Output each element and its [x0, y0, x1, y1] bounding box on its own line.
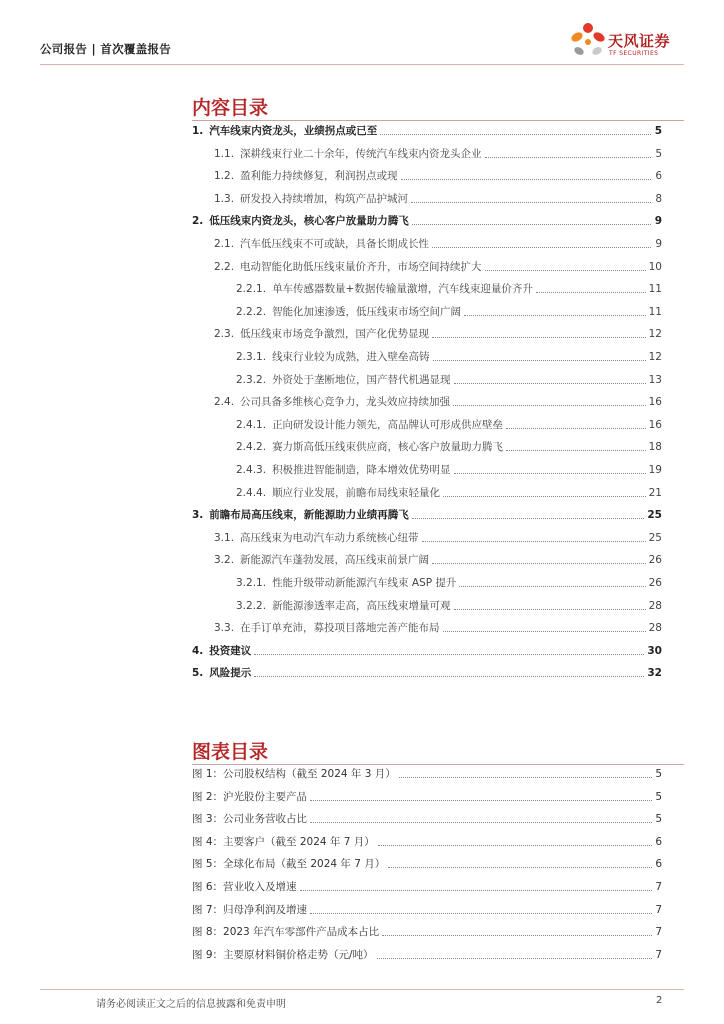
figure-entry-page: 6	[655, 835, 662, 848]
toc-entry-text: 积极推进智能制造，降本增效优势明显	[272, 464, 451, 476]
footer-divider	[40, 989, 684, 990]
toc-entry-number: 2.2.	[214, 260, 235, 273]
figure-leader-dots	[300, 890, 653, 891]
toc-entry-text: 研发投入持续增加，构筑产品护城河	[240, 192, 409, 205]
toc-entry[interactable]	[192, 486, 662, 500]
toc-entry[interactable]	[192, 531, 662, 545]
figure-leader-dots	[377, 958, 653, 959]
toc-leader-dots	[454, 383, 646, 384]
figure-entry[interactable]	[192, 903, 662, 917]
figure-entry-page: 7	[655, 948, 662, 961]
toc-entry-text: 正向研发设计能力领先，高品牌认可形成供应壁垒	[272, 418, 504, 431]
toc-entry[interactable]	[192, 666, 662, 680]
toc-entry[interactable]	[192, 282, 662, 296]
toc-entry[interactable]	[192, 621, 662, 635]
toc-entry[interactable]	[192, 260, 662, 274]
toc-title-rule	[192, 120, 684, 121]
toc-leader-dots	[422, 541, 646, 542]
toc-entry[interactable]	[192, 395, 662, 409]
toc-entry[interactable]	[192, 508, 662, 522]
toc-entry-number: 2.3.	[214, 328, 235, 341]
figure-entry[interactable]	[192, 767, 662, 781]
toc-entry[interactable]	[192, 237, 662, 251]
toc-entry-text: 深耕线束行业二十余年，传统汽车线束内资龙头企业	[240, 147, 482, 160]
toc-leader-dots	[433, 360, 646, 361]
logo-text: 天风证券	[608, 32, 671, 50]
toc-entry-page: 12	[648, 351, 662, 363]
toc-entry-number: 2.4.	[214, 396, 235, 409]
toc-entry-number: 3.2.	[214, 554, 235, 567]
toc-entry-page: 25	[648, 531, 662, 544]
toc-leader-dots	[536, 292, 646, 293]
figure-entry[interactable]	[192, 857, 662, 871]
toc-entry-text: 线束行业较为成熟，进入壁垒高铸	[272, 351, 430, 363]
toc-entry-page: 12	[648, 328, 662, 341]
toc-entry-page: 8	[655, 192, 662, 205]
figure-entry-page: 7	[655, 903, 662, 916]
toc-entry-text: 公司具备多维核心竞争力，龙头效应持续加强	[240, 396, 451, 409]
toc-entry-text: 电动智能化助低压线束量价齐升，市场空间持续扩大	[240, 260, 482, 273]
toc-entry[interactable]	[192, 169, 662, 183]
toc-entry-text: 低压线束市场竞争激烈，国产化优势显现	[240, 328, 430, 341]
toc-leader-dots	[506, 428, 646, 429]
tf-securities-logo	[568, 20, 688, 64]
toc-entry-page: 6	[655, 170, 662, 183]
toc-entry-page: 30	[647, 644, 662, 657]
toc-entry-number: 1.1.	[214, 147, 235, 160]
figure-leader-dots	[310, 822, 652, 823]
toc-entry-page: 25	[647, 509, 662, 522]
toc-entry-page: 32	[647, 667, 662, 680]
figure-entry-text: 图 5：全球化布局（截至 2024 年 7 月）	[192, 858, 386, 871]
toc-entry-text: 性能升级带动新能源汽车线束 ASP 提升	[272, 577, 457, 589]
figure-entry[interactable]	[192, 925, 662, 939]
toc-leader-dots	[443, 631, 646, 632]
figure-entry[interactable]	[192, 835, 662, 849]
toc-entry[interactable]	[192, 147, 662, 161]
toc-entry[interactable]	[192, 373, 662, 387]
figure-entry[interactable]	[192, 812, 662, 826]
toc-entry-number: 2.4.2.	[236, 441, 267, 454]
toc-entry-text: 低压线束内资龙头，核心客户放量助力腾飞	[209, 215, 409, 228]
toc-entry-page: 28	[648, 622, 662, 635]
figures-title-rule	[192, 764, 684, 765]
figures-title: 图表目录	[192, 741, 269, 763]
toc-entry-page: 28	[648, 599, 662, 612]
toc-entry-text: 新能源汽车蓬勃发展，高压线束前景广阔	[240, 554, 430, 567]
toc-entry[interactable]	[192, 644, 662, 658]
figure-entry-page: 6	[655, 858, 662, 871]
toc-leader-dots	[380, 134, 651, 135]
footer-disclaimer: 请务必阅读正文之后的信息披露和免责申明	[96, 999, 286, 1010]
toc-entry-number: 2.3.2.	[236, 373, 267, 386]
toc-entry-number: 3.3.	[214, 622, 235, 635]
toc-entry-number: 2.4.1.	[236, 418, 267, 431]
header-divider	[40, 64, 684, 65]
toc-entry-text: 新能源渗透率走高，高压线束增量可观	[272, 599, 451, 612]
toc-entry[interactable]	[192, 305, 662, 319]
figure-entry-text: 图 4：主要客户（截至 2024 年 7 月）	[192, 835, 375, 848]
figure-leader-dots	[310, 800, 652, 801]
toc-entry-text: 投资建议	[209, 644, 252, 657]
toc-leader-dots	[432, 563, 646, 564]
toc-leader-dots	[401, 179, 651, 180]
toc-entry-page: 11	[648, 305, 662, 318]
toc-entry-text: 汽车线束内资龙头，业绩拐点或已至	[209, 125, 378, 137]
toc-entry-page: 5	[654, 125, 662, 137]
toc-entry-text: 在手订单充沛，募投项目落地完善产能布局	[240, 622, 440, 635]
toc-entry-number: 3.2.1.	[236, 577, 267, 589]
figure-entry-page: 7	[655, 881, 662, 893]
figure-leader-dots	[310, 913, 652, 914]
toc-entry-number: 3.	[192, 509, 204, 522]
toc-entry-page: 11	[648, 283, 662, 296]
toc-entry-number: 1.2.	[214, 170, 235, 183]
figure-entry-page: 5	[655, 813, 662, 826]
toc-leader-dots	[412, 224, 651, 225]
toc-entry[interactable]	[192, 463, 662, 477]
figure-entry-text: 图 2：沪光股份主要产品	[192, 790, 308, 803]
toc-entry-page: 18	[648, 441, 662, 454]
toc-leader-dots	[485, 157, 651, 158]
toc-leader-dots	[443, 496, 646, 497]
figure-entry-page: 5	[655, 790, 662, 803]
toc-entry-page: 9	[655, 238, 662, 250]
toc-leader-dots	[432, 247, 651, 248]
toc-entry-page: 26	[648, 554, 662, 567]
figure-entry[interactable]	[192, 880, 662, 894]
figure-entry-page: 5	[655, 768, 662, 780]
toc-entry-text: 前瞻布局高压线束，新能源助力业绩再腾飞	[209, 509, 409, 522]
toc-entry-number: 1.3.	[214, 192, 235, 205]
toc-entry-number: 2.2.2.	[236, 305, 267, 318]
toc-entry-page: 21	[648, 486, 662, 499]
toc-entry-page: 13	[648, 373, 662, 386]
toc-entry-page: 5	[655, 147, 662, 160]
toc-entry-number: 2.2.1.	[236, 283, 267, 296]
toc-entry-number: 2.1.	[214, 238, 235, 250]
toc-entry-page: 16	[648, 396, 662, 409]
toc-entry-page: 9	[654, 215, 662, 228]
toc-entry-text: 单车传感器数量+数据传输量激增，汽车线束迎量价齐升	[272, 283, 533, 296]
toc-entry-text: 汽车低压线束不可或缺，具备长期成长性	[240, 238, 430, 250]
toc-entry-number: 1.	[192, 125, 204, 137]
toc-entry-page: 19	[648, 464, 662, 476]
toc-leader-dots	[254, 676, 644, 677]
toc-entry-number: 2.4.4.	[236, 486, 267, 499]
toc-entry-number: 2.3.1.	[236, 351, 267, 363]
toc-entry[interactable]	[192, 214, 662, 228]
toc-entry[interactable]	[192, 418, 662, 432]
toc-entry[interactable]	[192, 553, 662, 567]
toc-entry-number: 3.1.	[214, 531, 235, 544]
toc-leader-dots	[453, 405, 646, 406]
toc-entry-page: 26	[648, 577, 662, 589]
toc-entry[interactable]	[192, 599, 662, 613]
figure-leader-dots	[382, 935, 652, 936]
toc-title: 内容目录	[192, 97, 269, 119]
toc-entry-text: 顺应行业发展，前瞻布局线束轻量化	[272, 486, 441, 499]
toc-entry[interactable]	[192, 327, 662, 341]
toc-leader-dots	[254, 654, 644, 655]
toc-entry[interactable]	[192, 350, 662, 364]
logo-subtext: TF SECURITIES	[609, 50, 659, 57]
figure-leader-dots	[399, 777, 653, 778]
figure-entry-text: 图 7：归母净利润及增速	[192, 903, 308, 916]
report-type-label: 公司报告 | 首次覆盖报告	[40, 42, 172, 56]
toc-entry-text: 外资处于垄断地位，国产替代机遇显现	[272, 373, 451, 386]
toc-entry-page: 10	[648, 260, 662, 273]
toc-leader-dots	[411, 202, 651, 203]
toc-entry-number: 4.	[192, 644, 204, 657]
toc-leader-dots	[432, 337, 646, 338]
figure-leader-dots	[378, 845, 653, 846]
toc-leader-dots	[506, 450, 646, 451]
toc-entry-number: 3.2.2.	[236, 599, 267, 612]
figure-entry-text: 图 8：2023 年汽车零部件产品成本占比	[192, 926, 380, 939]
toc-leader-dots	[464, 315, 646, 316]
figure-entry[interactable]	[192, 948, 662, 962]
toc-entry-number: 2.4.3.	[236, 464, 267, 476]
toc-entry-page: 16	[648, 418, 662, 431]
toc-entry-text: 赛力斯高低压线束供应商，核心客户放量助力腾飞	[272, 441, 504, 454]
figure-entry-text: 图 9：主要原材料铜价格走势（元/吨）	[192, 948, 374, 961]
toc-entry-text: 高压线束为电动汽车动力系统核心纽带	[240, 531, 419, 544]
toc-leader-dots	[412, 518, 645, 519]
toc-entry-text: 风险提示	[209, 667, 252, 680]
figure-entry-text: 图 3：公司业务营收占比	[192, 813, 308, 826]
toc-leader-dots	[459, 586, 645, 587]
toc-entry-number: 5.	[192, 667, 204, 680]
toc-entry[interactable]	[192, 192, 662, 206]
toc-leader-dots	[454, 609, 646, 610]
toc-entry[interactable]	[192, 576, 662, 590]
figure-leader-dots	[388, 867, 652, 868]
figure-entry-page: 7	[655, 926, 662, 939]
figure-entry[interactable]	[192, 790, 662, 804]
figure-entry-text: 图 6：营业收入及增速	[192, 881, 297, 893]
toc-leader-dots	[485, 270, 646, 271]
toc-entry[interactable]	[192, 124, 662, 138]
toc-entry-text: 智能化加速渗透，低压线束市场空间广阔	[272, 305, 462, 318]
page-number: 2	[656, 995, 663, 1006]
toc-leader-dots	[454, 473, 646, 474]
toc-entry[interactable]	[192, 440, 662, 454]
toc-entry-number: 2.	[192, 215, 204, 228]
figure-entry-text: 图 1：公司股权结构（截至 2024 年 3 月）	[192, 768, 396, 780]
logo-mark-icon	[568, 20, 608, 64]
toc-entry-text: 盈利能力持续修复，利润拐点或现	[240, 170, 398, 183]
